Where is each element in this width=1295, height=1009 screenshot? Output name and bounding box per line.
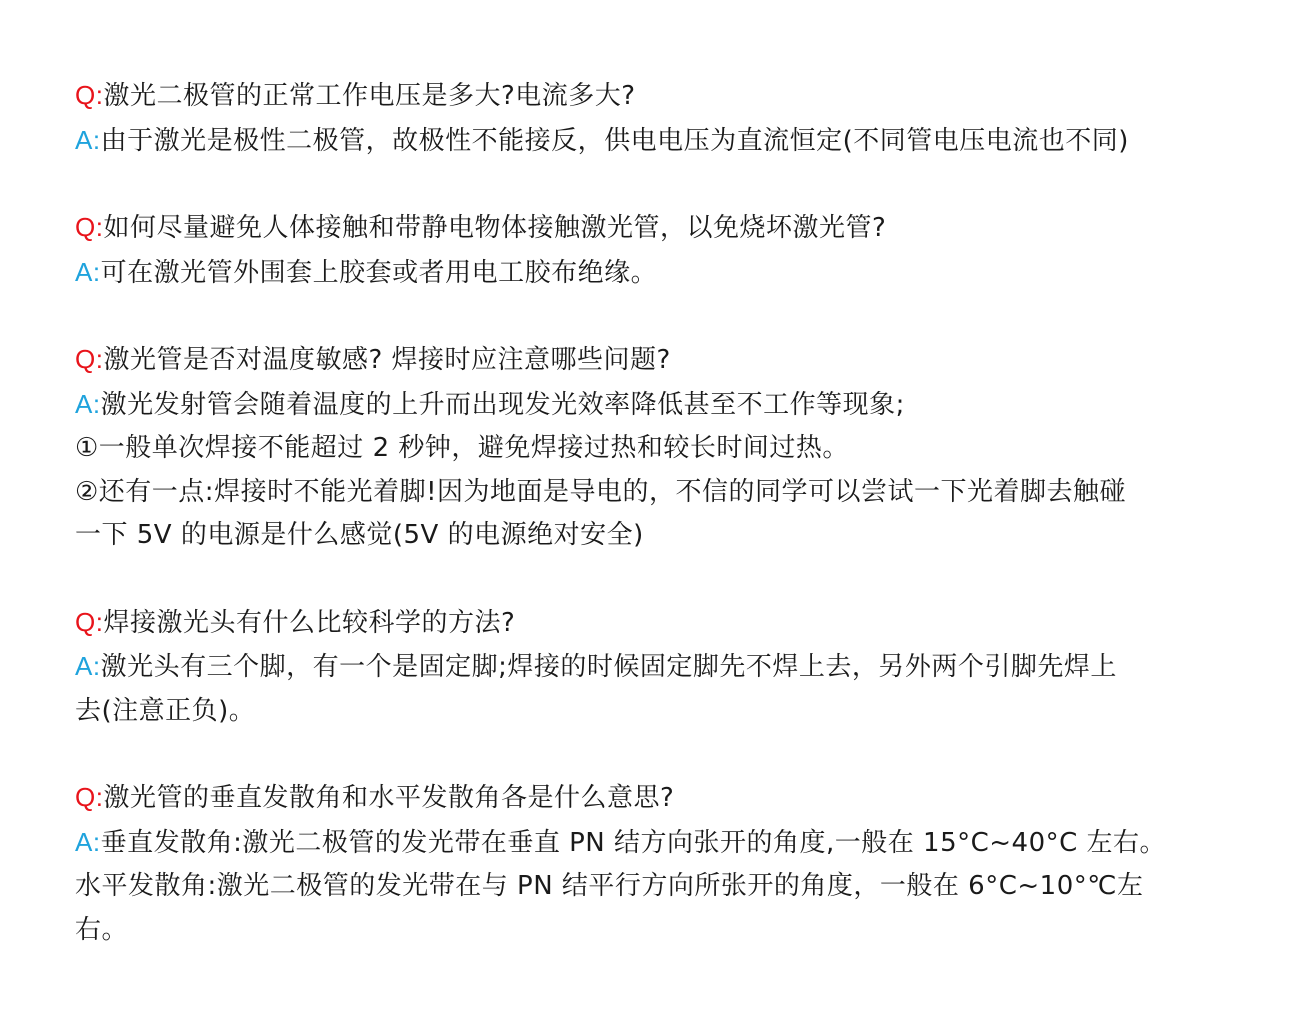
document-page — [75, 74, 1235, 995]
question-line — [75, 338, 1235, 383]
answer-marker: A: — [75, 388, 101, 419]
answer-continuation-line: 一下 5V 的电源是什么感觉(5V 的电源绝对安全) — [75, 520, 644, 550]
answer-line — [75, 251, 1235, 296]
answer-marker: A: — [75, 826, 101, 857]
qa-block-2 — [75, 206, 1235, 295]
answer-marker: A: — [75, 651, 101, 681]
qa-block-3 — [75, 338, 1235, 558]
question-marker: Q: — [75, 606, 104, 637]
question-marker: Q: — [75, 212, 104, 242]
answer-continuation-line: ②还有一点:焊接时不能光着脚!因为地面是导电的，不信的同学可以尝试一下光着脚去触碰 — [75, 476, 1126, 507]
answer-marker: A: — [75, 256, 101, 287]
answer-continuation-line: 去(注意正负)。 — [75, 695, 256, 726]
answer-text: 垂直发散角:激光二极管的发光带在垂直 PN 结方向张开的角度,一般在 15°C~40°C 左右。 — [100, 827, 1167, 858]
answer-line — [75, 821, 1235, 866]
answer-line — [75, 383, 1235, 428]
question-text: 激光管的垂直发散角和水平发散角各是什么意思? — [103, 783, 675, 813]
answer-line — [75, 645, 1235, 690]
qa-block-4 — [75, 601, 1235, 734]
answer-continuation-line: 右。 — [75, 914, 129, 945]
question-marker: Q: — [75, 80, 104, 110]
question-line — [75, 601, 1235, 646]
question-marker: Q: — [75, 344, 104, 374]
question-text: 激光二极管的正常工作电压是多大?电流多大? — [103, 81, 636, 111]
answer-text: 由于激光是极性二极管，故极性不能接反，供电电压为直流恒定(不同管电压电流也不同) — [100, 125, 1129, 156]
answer-text: 可在激光管外围套上胶套或者用电工胶布绝缘。 — [100, 257, 658, 288]
question-marker: Q: — [75, 782, 104, 812]
question-line — [75, 776, 1235, 821]
answer-text: 激光发射管会随着温度的上升而出现发光效率降低甚至不工作等现象; — [100, 389, 905, 420]
answer-marker: A: — [75, 124, 101, 155]
question-line — [75, 74, 1235, 119]
question-text: 焊接激光头有什么比较科学的方法? — [103, 607, 516, 638]
answer-text: 激光头有三个脚，有一个是固定脚;焊接的时候固定脚先不焊上去，另外两个引脚先焊上 — [100, 652, 1117, 682]
answer-continuation-line: 水平发散角:激光二极管的发光带在与 PN 结平行方向所张开的角度，一般在 6°C~10°℃左 — [75, 871, 1144, 901]
answer-line — [75, 119, 1235, 164]
qa-block-1 — [75, 74, 1235, 163]
question-text: 激光管是否对温度敏感? 焊接时应注意哪些问题? — [103, 345, 671, 375]
question-line — [75, 206, 1235, 251]
question-text: 如何尽量避免人体接触和带静电物体接触激光管，以免烧坏激光管? — [103, 213, 887, 243]
qa-block-5 — [75, 776, 1235, 952]
answer-continuation-line: ①一般单次焊接不能超过 2 秒钟，避免焊接过热和较长时间过热。 — [75, 433, 849, 463]
